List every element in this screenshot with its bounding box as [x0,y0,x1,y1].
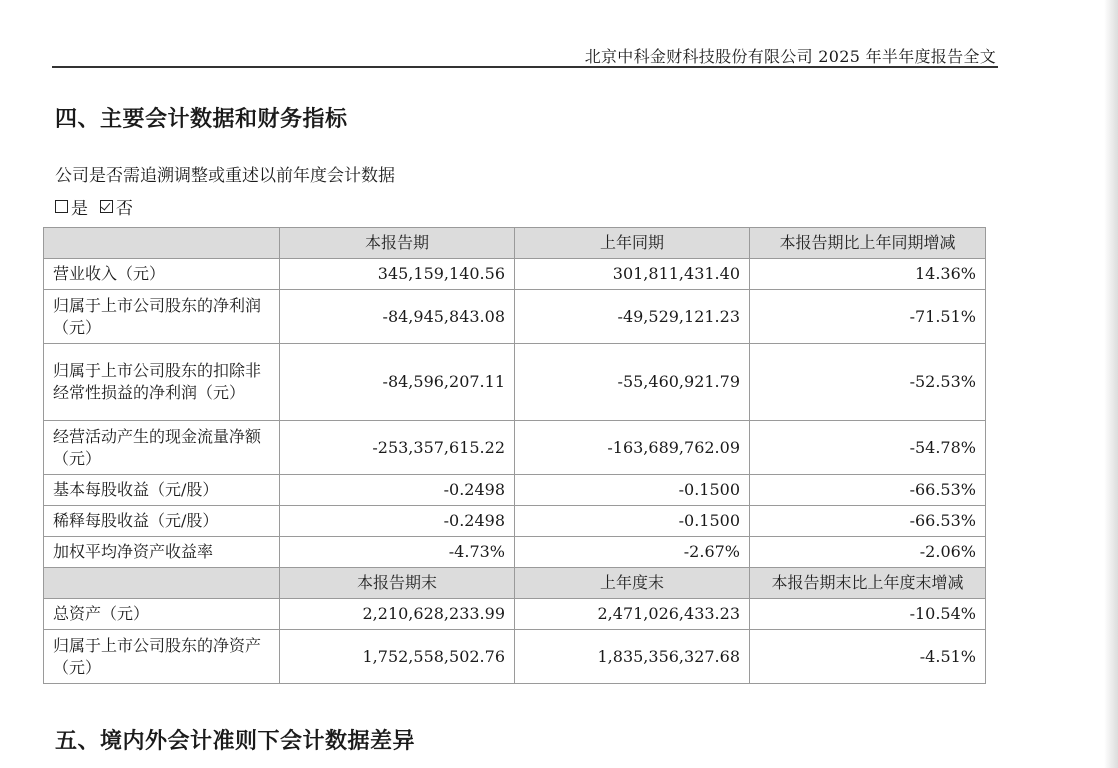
row-label: 归属于上市公司股东的扣除非经常性损益的净利润（元） [44,344,280,421]
prior-value: -2.67% [515,537,750,568]
current-value: -4.73% [280,537,515,568]
row-label: 加权平均净资产收益率 [44,537,280,568]
current-value: 1,752,558,502.76 [280,630,515,684]
option-no [100,194,133,219]
current-value: -0.2498 [280,506,515,537]
prior-value: -0.1500 [515,475,750,506]
table-row [44,599,986,630]
table-row [44,630,986,684]
row-label: 稀释每股收益（元/股） [44,506,280,537]
current-value: 345,159,140.56 [280,259,515,290]
row-label: 经营活动产生的现金流量净额（元） [44,421,280,475]
header-prior-period: 上年同期 [515,228,750,259]
subheader-blank-cell [44,568,280,599]
header-period-end-change: 本报告期末比上年度末增减 [750,568,986,599]
change-value: -71.51% [750,290,986,344]
page-edge-shadow [1104,0,1118,768]
header-prior-year-end: 上年度末 [515,568,750,599]
change-value: -4.51% [750,630,986,684]
row-label: 基本每股收益（元/股） [44,475,280,506]
row-label: 总资产（元） [44,599,280,630]
prior-value: 2,471,026,433.23 [515,599,750,630]
current-value: -253,357,615.22 [280,421,515,475]
prior-value: -49,529,121.23 [515,290,750,344]
table-row [44,259,986,290]
section-4-title: 四、主要会计数据和财务指标 [55,107,348,132]
option-yes [55,194,88,219]
change-value: -10.54% [750,599,986,630]
current-value: -84,596,207.11 [280,344,515,421]
table-row [44,344,986,421]
change-value: -66.53% [750,506,986,537]
current-value: 2,210,628,233.99 [280,599,515,630]
checked-box-icon [100,200,113,213]
table-row [44,537,986,568]
table-row [44,290,986,344]
unchecked-box-icon [55,200,68,213]
change-value: -54.78% [750,421,986,475]
change-value: -66.53% [750,475,986,506]
current-value: -0.2498 [280,475,515,506]
section-5-title: 五、境内外会计准则下会计数据差异 [55,729,416,754]
header-current-period: 本报告期 [280,228,515,259]
row-label: 营业收入（元） [44,259,280,290]
report-header: 北京中科金财科技股份有限公司 2025 年半年度报告全文 [584,47,996,66]
table-header-row [44,228,986,259]
prior-value: 301,811,431.40 [515,259,750,290]
table-row [44,421,986,475]
header-blank-cell [44,228,280,259]
table-row [44,506,986,537]
row-label: 归属于上市公司股东的净资产（元） [44,630,280,684]
restatement-options [55,194,145,219]
current-value: -84,945,843.08 [280,290,515,344]
header-rule [52,66,998,68]
prior-value: -163,689,762.09 [515,421,750,475]
header-period-end: 本报告期末 [280,568,515,599]
option-yes-label: 是 [71,199,88,219]
prior-value: -55,460,921.79 [515,344,750,421]
change-value: -2.06% [750,537,986,568]
change-value: 14.36% [750,259,986,290]
change-value: -52.53% [750,344,986,421]
table-row [44,475,986,506]
prior-value: 1,835,356,327.68 [515,630,750,684]
row-label: 归属于上市公司股东的净利润（元） [44,290,280,344]
restatement-question: 公司是否需追溯调整或重述以前年度会计数据 [55,166,395,186]
option-no-label: 否 [116,199,133,219]
prior-value: -0.1500 [515,506,750,537]
table-subheader-row [44,568,986,599]
header-change: 本报告期比上年同期增减 [750,228,986,259]
financial-indicators-table [43,227,986,684]
